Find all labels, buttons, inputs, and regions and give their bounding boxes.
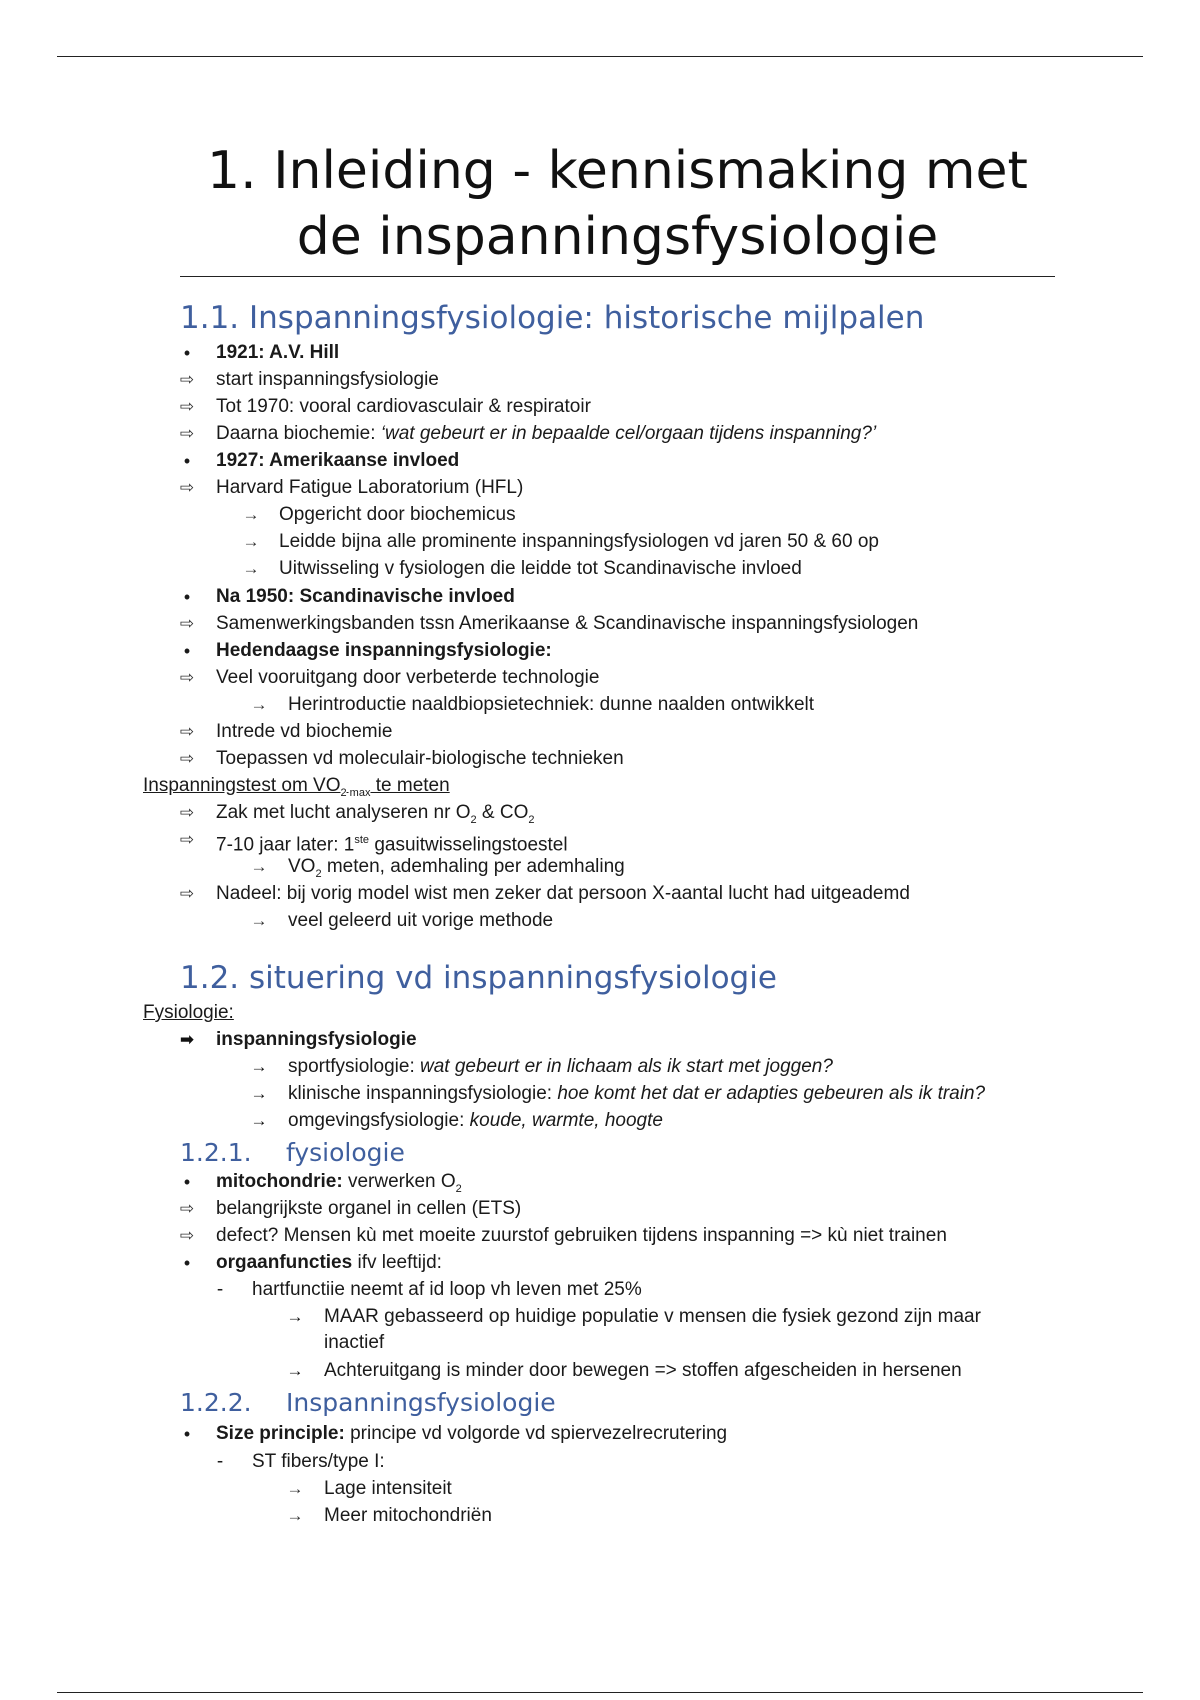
dash-marker: - [216,1279,224,1300]
heading-number: 1.2.1. [180,1138,252,1167]
arrow-icon: ⇨ [179,749,195,768]
arrow-icon: → [242,559,260,578]
arrow-icon: ⇨ [179,478,195,497]
item-quote: ‘wat gebeurt er in bepaalde cel/orgaan tijdens inspanning?’ [380,423,877,444]
item-bold: orgaanfuncties [216,1252,353,1273]
item-text: Achteruitgang is minder door bewegen => stoffen afgescheiden in hersenen [324,1360,962,1381]
heading-text: fysiologie [286,1138,405,1167]
item-text: verwerken O [342,1171,456,1192]
item-text: principe vd volgorde vd spiervezelrecrutering [344,1423,728,1444]
label-text-end: te meten [370,775,450,796]
section-heading-1-2: 1.2. situering vd inspanningsfysiologie [180,960,777,996]
item-text: Lage intensiteit [324,1478,452,1499]
arrow-icon: ⇨ [179,803,195,822]
item-text: Samenwerkingsbanden tssn Amerikaanse & Scandinavische inspanningsfysiologen [216,613,919,634]
item-text: hartfunctiie neemt af id loop vh leven met 25% [252,1279,642,1300]
item-text: 1921: A.V. Hill [216,342,340,363]
subscript: 2 [528,813,535,826]
arrow-icon: → [250,857,268,876]
label-text: Fysiologie: [143,1002,234,1023]
section-heading-1-1: 1.1. Inspanningsfysiologie: historische mijlpalen [180,300,925,336]
item-text: ifv leeftijd: [352,1252,442,1273]
heading-text: Inspanningsfysiologie [286,1388,556,1417]
arrow-icon: → [250,1111,268,1130]
item-text: Nadeel: bij vorig model wist men zeker dat persoon X-aantal lucht had uitgeademd [216,883,910,904]
item-bold: Size principle: [216,1423,345,1444]
bullet-marker: • [183,451,191,471]
item-bold: mitochondrie: [216,1171,343,1192]
item-italic: koude, warmte, hoogte [469,1110,663,1131]
item-text: inspanningsfysiologie [216,1029,417,1050]
subscript: 2 [470,813,477,826]
bullet-marker: • [183,1424,191,1444]
item-text: Uitwisseling v fysiologen die leidde tot Scandinavische invloed [279,558,802,579]
item-text: ST fibers/type I: [252,1451,385,1472]
heading-number: 1.2.2. [180,1388,252,1417]
arrow-icon: ⇨ [179,830,195,849]
section-heading-1-2-2 [180,1388,556,1417]
item-text: Intrede vd biochemie [216,721,393,742]
arrow-icon: → [242,532,260,551]
title-line-2: de inspanningsfysiologie [296,207,939,267]
arrow-icon: → [250,1057,268,1076]
arrow-icon: ⇨ [179,722,195,741]
title-line-1: 1. Inleiding - kennismaking met [207,141,1028,201]
subscript: 2 [315,867,322,880]
arrow-icon: ⇨ [179,668,195,687]
item-text: Meer mitochondriën [324,1505,492,1526]
item-text: VO [288,856,316,877]
bullet-marker: • [183,1172,191,1192]
arrow-icon: → [286,1307,304,1326]
item-text: Hedendaagse inspanningsfysiologie: [216,640,552,661]
bullet-marker: • [183,1253,191,1273]
item-text: gasuitwisselingstoestel [369,834,568,856]
footer-rule [57,1692,1143,1693]
item-text: Harvard Fatigue Laboratorium (HFL) [216,477,524,498]
header-rule [57,56,1143,57]
item-text: Daarna biochemie: [216,423,381,444]
item-text: inactief [324,1332,385,1353]
label-subscript: 2 max [340,786,371,799]
bullet-marker: • [183,587,191,607]
item-text: Opgericht door biochemicus [279,504,516,525]
item-text: sportfysiologie: [288,1056,421,1077]
item-text: Veel vooruitgang door verbeterde technologie [216,667,600,688]
arrow-icon: → [242,505,260,524]
item-text: belangrijkste organel in cellen (ETS) [216,1198,522,1219]
page-title [180,138,1055,270]
item-text: MAAR gebasseerd op huidige populatie v mensen die fysiek gezond zijn maar [324,1306,981,1327]
arrow-icon: ⇨ [179,397,195,416]
item-text: start inspanningsfysiologie [216,369,439,390]
item-text: Herintroductie naaldbiopsietechniek: dunne naalden ontwikkelt [288,694,815,715]
arrow-icon: → [286,1479,304,1498]
bullet-marker: • [183,641,191,661]
subscript: 2 [455,1182,462,1195]
item-text: 7-10 jaar later: 1 [216,834,355,856]
arrow-icon: ⇨ [179,1226,195,1245]
section-heading-1-2-1 [180,1138,405,1167]
superscript: ste [354,834,370,846]
item-text: Tot 1970: vooral cardiovasculair & respiratoir [216,396,591,417]
arrow-icon: ⇨ [179,884,195,903]
item-text: 1927: Amerikaanse invloed [216,450,460,471]
item-text: klinische inspanningsfysiologie: [288,1083,558,1104]
item-text: Toepassen vd moleculair-biologische technieken [216,748,624,769]
label-text: Inspanningstest om VO [143,775,341,796]
title-underline [180,276,1055,277]
item-text: veel geleerd uit vorige methode [288,910,554,931]
item-text: defect? Mensen kù met moeite zuurstof gebruiken tijdens inspanning => kù niet trainen [216,1225,947,1246]
arrow-icon: ⇨ [179,370,195,389]
item-italic: hoe komt het dat er adapties gebeuren als ik train? [557,1083,986,1104]
item-text: Zak met lucht analyseren nr O [216,802,471,823]
arrow-icon: ⇨ [179,1199,195,1218]
bullet-marker: • [183,343,191,363]
item-text: & CO [476,802,529,823]
arrow-icon: → [286,1361,304,1380]
item-text: omgevingsfysiologie: [288,1110,470,1131]
arrow-icon: ⇨ [179,424,195,443]
item-text: Leidde bijna alle prominente inspanningsfysiologen vd jaren 50 & 60 op [279,531,879,552]
arrow-icon: ⇨ [179,614,195,633]
arrow-icon: → [250,1084,268,1103]
item-text: meten, ademhaling per ademhaling [321,856,625,877]
item-text: Na 1950: Scandinavische invloed [216,586,515,607]
item-italic: wat gebeurt er in lichaam als ik start met joggen? [420,1056,833,1077]
dash-marker: - [216,1451,224,1472]
arrow-icon: → [250,911,268,930]
arrow-icon: → [286,1506,304,1525]
arrow-icon: ➡ [179,1030,195,1049]
arrow-icon: → [250,695,268,714]
